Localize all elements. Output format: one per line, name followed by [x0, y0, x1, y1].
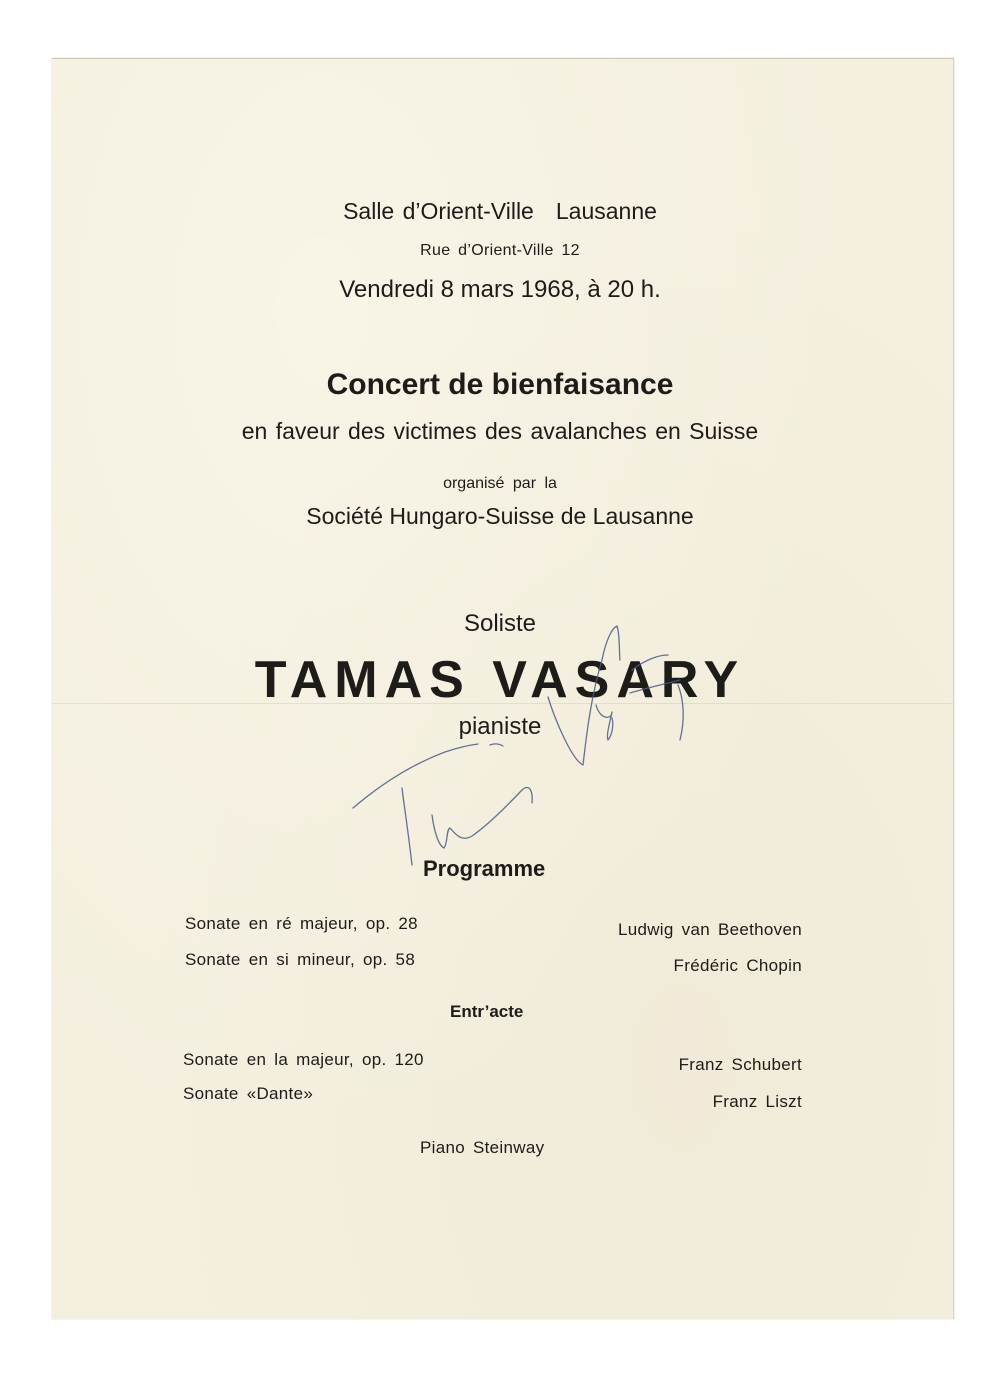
event-title: Concert de bienfaisance	[326, 368, 674, 401]
venue-line	[0, 198, 1000, 225]
soloist-label: Soliste	[463, 610, 537, 637]
programme-heading: Programme	[423, 856, 546, 881]
programme-composer: Franz Liszt	[712, 1092, 802, 1111]
venue-address: Rue d’Orient-Ville 12	[420, 242, 580, 259]
organizer-name: Société Hungaro-Suisse de Lausanne	[306, 503, 694, 529]
intermission-label: Entr’acte	[450, 1002, 524, 1021]
programme-composer: Frédéric Chopin	[673, 956, 802, 975]
programme-work: Sonate en la majeur, op. 120	[183, 1050, 424, 1069]
piano-note: Piano Steinway	[420, 1138, 545, 1157]
soloist-instrument: pianiste	[458, 713, 542, 740]
programme-composer: Franz Schubert	[678, 1055, 802, 1074]
venue-name: Salle d’Orient-Ville	[343, 198, 534, 224]
programme-composer: Ludwig van Beethoven	[617, 920, 802, 939]
programme-work: Sonate en ré majeur, op. 28	[185, 914, 418, 933]
programme-work: Sonate «Dante»	[183, 1084, 314, 1103]
soloist-name: TAMAS VASARY	[254, 651, 746, 709]
venue-city: Lausanne	[555, 198, 657, 224]
event-date: Vendredi 8 mars 1968, à 20 h.	[339, 276, 661, 303]
event-subtitle: en faveur des victimes des avalanches en Suisse	[241, 418, 759, 444]
organized-by-label: organisé par la	[443, 475, 557, 492]
programme-work: Sonate en si mineur, op. 58	[185, 950, 416, 969]
